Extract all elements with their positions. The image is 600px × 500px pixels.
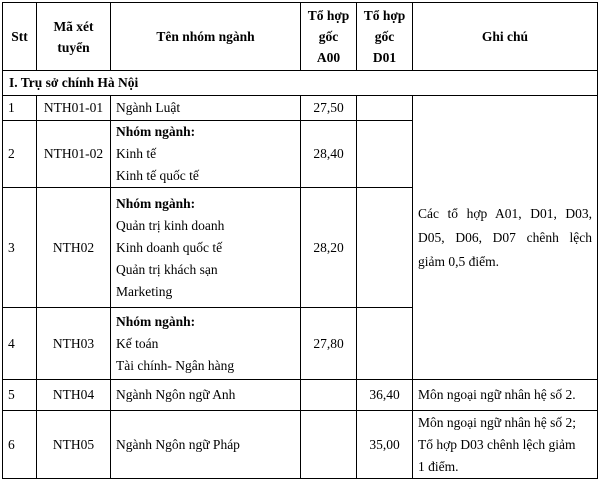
row-code: NTH04 xyxy=(37,380,111,411)
row-a00 xyxy=(301,411,357,479)
section-title: I. Trụ sở chính Hà Nội xyxy=(3,71,598,96)
header-group-name: Tên nhóm ngành xyxy=(111,3,301,71)
row-name xyxy=(111,121,301,188)
header-code xyxy=(37,3,111,71)
header-d01-line3: D01 xyxy=(372,50,397,65)
row-name xyxy=(111,308,301,380)
row-code: NTH01-01 xyxy=(37,96,111,121)
group-label: Nhóm ngành: xyxy=(116,313,196,329)
major-name: Kinh doanh quốc tế xyxy=(116,239,223,255)
header-row xyxy=(3,3,598,71)
note-line: Tổ hợp D03 chênh lệch giảm xyxy=(418,436,576,452)
group-label: Nhóm ngành: xyxy=(116,124,196,139)
row-name xyxy=(111,188,301,308)
row-note: Môn ngoại ngữ nhân hệ số 2. xyxy=(413,380,598,411)
row-stt: 2 xyxy=(3,121,37,188)
major-name: Ngành Ngôn ngữ Anh xyxy=(116,387,236,402)
merged-note: Các tổ hợp A01, D01, D03, D05, D06, D07 chênh lệch giảm 0,5 điểm. xyxy=(413,96,598,380)
row-note xyxy=(413,411,598,479)
header-a00 xyxy=(301,3,357,71)
row-d01 xyxy=(357,121,413,188)
major-name: Ngành Ngôn ngữ Pháp xyxy=(116,436,240,452)
row-name xyxy=(111,96,301,121)
row-d01: 35,00 xyxy=(357,411,413,479)
row-code: NTH03 xyxy=(37,308,111,380)
table-row xyxy=(3,411,598,479)
header-a00-line2: gốc xyxy=(318,29,339,44)
row-stt: 3 xyxy=(3,188,37,308)
row-stt: 5 xyxy=(3,380,37,411)
header-a00-line1: Tổ hợp xyxy=(307,8,350,23)
header-d01-line1: Tổ hợp xyxy=(363,8,406,23)
group-label: Nhóm ngành: xyxy=(116,195,196,211)
major-name: Marketing xyxy=(116,283,173,299)
header-code-line2: tuyển xyxy=(57,39,90,55)
row-name xyxy=(111,380,301,411)
major-name: Kinh tế quốc tế xyxy=(116,168,199,183)
header-code-line1: Mã xét xyxy=(53,18,94,34)
major-name: Tài chính- Ngân hàng xyxy=(116,357,235,373)
row-d01 xyxy=(357,308,413,380)
table-row xyxy=(3,380,598,411)
row-code: NTH02 xyxy=(37,188,111,308)
admission-scores-table xyxy=(2,2,598,479)
row-d01: 36,40 xyxy=(357,380,413,411)
row-name xyxy=(111,411,301,479)
major-name: Kế toán xyxy=(116,335,159,351)
note-line: Môn ngoại ngữ nhân hệ số 2; xyxy=(418,414,577,430)
row-a00: 27,50 xyxy=(301,96,357,121)
row-a00: 27,80 xyxy=(301,308,357,380)
header-d01-line2: gốc xyxy=(374,29,395,44)
row-code: NTH01-02 xyxy=(37,121,111,188)
header-note: Ghi chú xyxy=(413,3,598,71)
row-a00: 28,20 xyxy=(301,188,357,308)
header-a00-line3: A00 xyxy=(316,50,341,65)
table-row xyxy=(3,96,598,121)
row-stt: 4 xyxy=(3,308,37,380)
row-a00: 28,40 xyxy=(301,121,357,188)
row-a00 xyxy=(301,380,357,411)
section-row xyxy=(3,71,598,96)
row-d01 xyxy=(357,188,413,308)
row-code: NTH05 xyxy=(37,411,111,479)
major-name: Kinh tế xyxy=(116,146,157,161)
row-stt: 1 xyxy=(3,96,37,121)
header-d01 xyxy=(357,3,413,71)
note-line: 1 điểm. xyxy=(418,458,459,474)
major-name: Quản trị khách sạn xyxy=(116,261,218,277)
major-name: Ngành Luật xyxy=(116,100,181,115)
row-stt: 6 xyxy=(3,411,37,479)
row-d01 xyxy=(357,96,413,121)
major-name: Quản trị kinh doanh xyxy=(116,217,225,233)
header-stt: Stt xyxy=(3,3,37,71)
